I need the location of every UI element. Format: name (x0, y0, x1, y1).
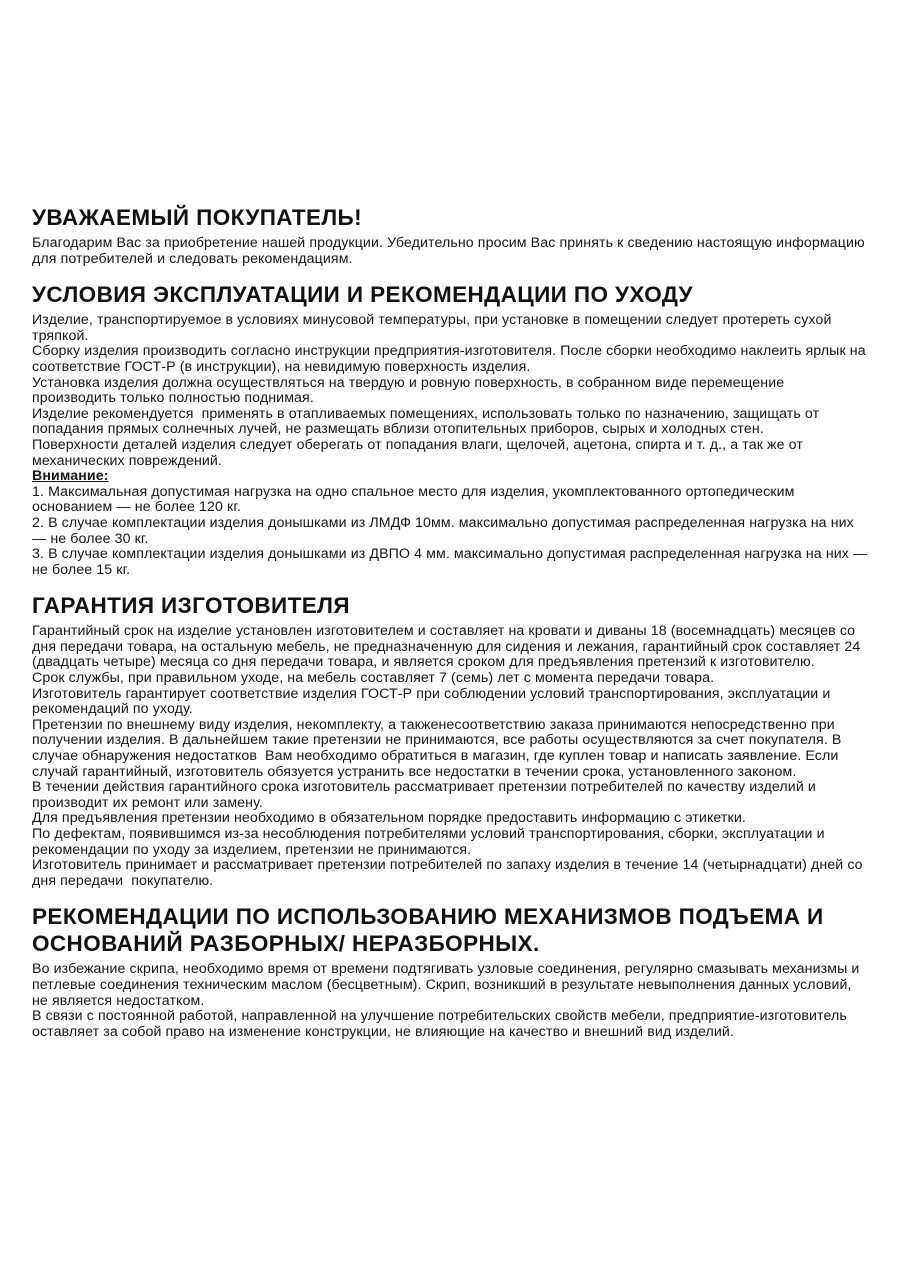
paragraph: Претензии по внешнему виду изделия, некомплекту, а такженесоответствию заказа принимаются непосредственно при получении изделия. В дальнейшем такие претензии не принимаются, все работы осуществляются за счет покупателя. В случае обнаружения недостатков Вам необходимо обратиться в магазин, где куплен товар и написать заявление. Если случай гарантийный, изготовитель обязуется устранить все недостатки в течении срока, установленного законом. (32, 716, 846, 780)
paragraph: Поверхности деталей изделия следует оберегать от попадания влаги, щелочей, ацетона, спирта и т. д., а так же от механических повреждений. (32, 436, 808, 469)
section-manufacturer-warranty (32, 592, 870, 889)
section-lift-mechanism-recommendations (32, 903, 870, 1040)
section-heading-usage-conditions: УСЛОВИЯ ЭКСПЛУАТАЦИИ И РЕКОМЕНДАЦИИ ПО УХОДУ (32, 282, 693, 308)
paragraph: 1. Максимальная допустимая нагрузка на одно спальное место для изделия, укомплектованного ортопедическим основанием — не более 120 кг. (32, 483, 799, 516)
paragraph: В связи с постоянной работой, направленной на улучшение потребительских свойств мебели, предприятие-изготовитель оставляет за собой право на изменение конструкции, не влияющие на качество и внешний вид изделий. (32, 1008, 851, 1040)
paragraph: Установка изделия должна осуществляться на твердую и ровную поверхность, в собранном виде перемещение производить только полностью поднимая. (32, 374, 789, 407)
section-heading-lift-mechanism-recommendations: РЕКОМЕНДАЦИИ ПО ИСПОЛЬЗОВАНИЮ МЕХАНИЗМОВ ПОДЪЕМА И ОСНОВАНИЙ РАЗБОРНЫХ/ НЕРАЗБОРНЫХ. (32, 904, 824, 957)
paragraph: В течении действия гарантийного срока изготовитель рассматривает претензии потребителей по качеству изделий и производит их ремонт или замену. (32, 779, 820, 811)
paragraph: Изготовитель гарантирует соответствие изделия ГОСТ-Р при соблюдении условий транспортирования, эксплуатации и рекомендаций по уходу. (32, 685, 835, 718)
paragraph: 2. В случае комплектации изделия донышками из ЛМДФ 10мм. максимально допустимая распределенная нагрузка на них — не более 30 кг. (32, 514, 858, 547)
section-usage-conditions (32, 281, 870, 578)
section-dear-customer (32, 204, 870, 267)
paragraph: Срок службы, при правильном уходе, на мебель составляет 7 (семь) лет с момента передачи товара. (32, 670, 715, 687)
paragraph: Для предъявления претензии необходимо в обязательном порядке предоставить информацию с этикетки. (32, 810, 746, 827)
section-heading-manufacturer-warranty: ГАРАНТИЯ ИЗГОТОВИТЕЛЯ (32, 593, 350, 619)
paragraph: По дефектам, появившимся из-за несоблюдения потребителями условий транспортирования, сборки, эксплуатации и рекомендации по уходу за изделием, претензии не принимаются. (32, 826, 829, 858)
paragraph: Благодарим Вас за приобретение нашей продукции. Убедительно просим Вас принять к сведению настоящую информацию для потребителей и следовать рекомендациям. (32, 235, 869, 267)
paragraph: Во избежание скрипа, необходимо время от времени подтягивать узловые соединения, регулярно смазывать механизмы и петлевые соединения техническим маслом (бесцветным). Скрип, возникший в результате невыполнения данных условий, не является недостатком. (32, 961, 864, 1009)
paragraph: Изделие рекомендуется применять в отапливаемых помещениях, использовать только по назначению, защищать от попадания прямых солнечных лучей, не размещать вблизи отопительных приборов, сырых и холодных стен. (32, 405, 824, 438)
paragraph: Сборку изделия производить согласно инструкции предприятия-изготовителя. После сборки необходимо наклеить ярлык на соответствие ГОСТ-Р (в инструкции), на невидимую поверхность изделия. (32, 343, 870, 375)
paragraph: 3. В случае комплектации изделия донышками из ДВПО 4 мм. максимально допустимая распределенная нагрузка на них — не более 15 кг. (32, 546, 872, 578)
paragraph: Изготовитель принимает и рассматривает претензии потребителей по запаху изделия в течение 14 (четырнадцати) дней со дня передачи покупателю. (32, 857, 867, 889)
attention-label: Внимание: (32, 468, 109, 485)
paragraph: Гарантийный срок на изделие установлен изготовителем и составляет на кровати и диваны 18 (восемнадцать) месяцев со дня передачи товара, на остальную мебель, не предназначенную для сидения и лежания, гарантийный срок составляет 24 (двадцать четыре) месяца со дня передачи товара, и является сроком для предъявления претензий к изготовителю. (32, 623, 865, 671)
paragraph: Изделие, транспортируемое в условиях минусовой температуры, при установке в помещении следует протереть сухой тряпкой. (32, 312, 836, 344)
section-heading-dear-customer: УВАЖАЕМЫЙ ПОКУПАТЕЛЬ! (32, 205, 363, 230)
